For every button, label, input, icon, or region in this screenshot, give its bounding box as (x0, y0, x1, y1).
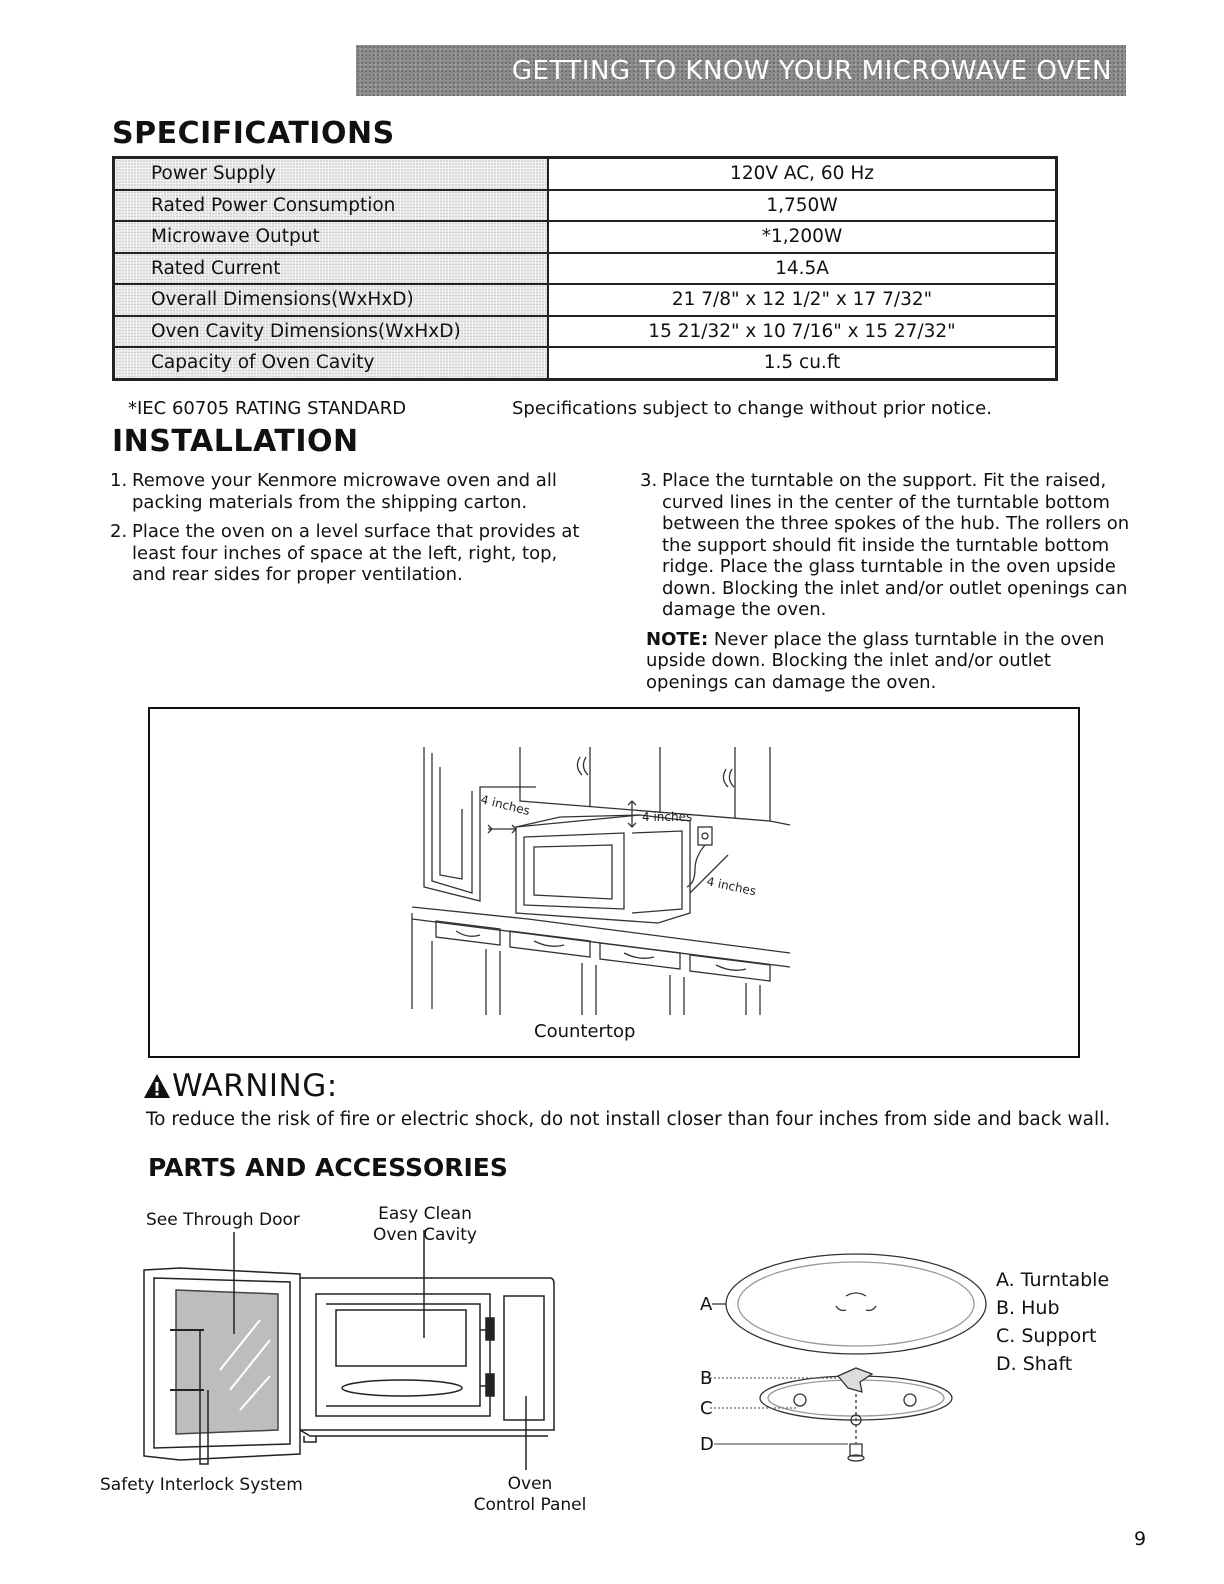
kitchen-clearance-illustration (150, 709, 1078, 1056)
control-panel-line2: Control Panel (473, 1495, 587, 1515)
installation-note (640, 629, 1130, 694)
list-item (110, 521, 590, 586)
parts-legend (996, 1266, 1109, 1378)
control-panel-line1: Oven (507, 1474, 553, 1494)
control-panel-label (460, 1474, 600, 1516)
table-row (114, 284, 1057, 316)
spec-label: Power Supply (114, 158, 549, 190)
safety-interlock-label: Safety Interlock System (100, 1475, 303, 1495)
legend-item: B. Hub (996, 1297, 1060, 1319)
spec-label: Rated Current (114, 253, 549, 285)
warning-heading (142, 1068, 338, 1104)
turntable-assembly-illustration (696, 1248, 996, 1478)
installation-left-column (110, 470, 590, 594)
spec-value: 21 7/8" x 12 1/2" x 17 7/32" (548, 284, 1057, 316)
spec-label: Microwave Output (114, 221, 549, 253)
top-clearance-label: 4 inches (642, 810, 693, 824)
specifications-table (112, 156, 1058, 381)
table-row (114, 253, 1057, 285)
spec-value: 15 21/32" x 10 7/16" x 15 27/32" (548, 316, 1057, 348)
step-number: 2. (110, 521, 128, 542)
see-through-door-label: See Through Door (146, 1210, 300, 1230)
step-number: 3. (640, 470, 658, 491)
spec-value: *1,200W (548, 221, 1057, 253)
step-text: Remove your Kenmore microwave oven and all packing materials from the shipping carton. (132, 470, 557, 513)
list-item (640, 470, 1130, 621)
legend-item: A. Turntable (996, 1269, 1110, 1291)
spec-value: 1.5 cu.ft (548, 347, 1057, 379)
rear-clearance-label: 4 inches (705, 874, 758, 899)
rating-footnote: *IEC 60705 RATING STANDARD (128, 398, 407, 419)
table-row (114, 347, 1057, 379)
warning-triangle-icon (142, 1072, 172, 1100)
letter-d: D (700, 1434, 714, 1455)
letter-b: B (700, 1368, 713, 1389)
spec-label: Rated Power Consumption (114, 190, 549, 222)
legend-item: C. Support (996, 1325, 1097, 1347)
microwave-open-door-illustration (140, 1230, 570, 1470)
spec-label: Overall Dimensions(WxHxD) (114, 284, 549, 316)
parts-heading: PARTS AND ACCESSORIES (148, 1153, 508, 1182)
spec-value: 1,750W (548, 190, 1057, 222)
legend-item: D. Shaft (996, 1353, 1073, 1375)
step-text: Place the turntable on the support. Fit the raised, curved lines in the center of the turntable bottom between the three spokes of the hub. The rollers on the support should fit inside the turntable bottom ridge. Place the glass turntable in the oven upside down. Blocking the inlet and/or outlet openings can damage the oven. (662, 470, 1130, 620)
step-number: 1. (110, 470, 128, 491)
table-row (114, 221, 1057, 253)
change-notice: Specifications subject to change without prior notice. (512, 398, 992, 419)
left-clearance-label: 4 inches (479, 792, 532, 819)
warning-title: WARNING: (172, 1068, 338, 1104)
note-text: Never place the glass turntable in the oven upside down. Blocking the inlet and/or outlet openings can damage the oven. (646, 628, 1105, 693)
spec-value: 120V AC, 60 Hz (548, 158, 1057, 190)
step-text: Place the oven on a level surface that provides at least four inches of space at the left, right, top, and rear sides for proper ventilation. (132, 521, 580, 585)
section-header-title: GETTING TO KNOW YOUR MICROWAVE OVEN (511, 55, 1112, 86)
spec-label: Capacity of Oven Cavity (114, 347, 549, 379)
spec-label: Oven Cavity Dimensions(WxHxD) (114, 316, 549, 348)
installation-heading: INSTALLATION (112, 424, 359, 459)
list-item (110, 470, 590, 513)
spec-value: 14.5A (548, 253, 1057, 285)
table-row (114, 190, 1057, 222)
warning-text: To reduce the risk of fire or electric shock, do not install closer than four inches from side and back wall. (146, 1109, 1111, 1130)
easy-clean-line2: Oven Cavity (373, 1225, 477, 1245)
installation-right-column (640, 470, 1130, 693)
letter-c: C (700, 1398, 713, 1419)
table-row (114, 316, 1057, 348)
countertop-caption: Countertop (534, 1021, 636, 1042)
easy-clean-line1: Easy Clean (378, 1204, 472, 1224)
specifications-heading: SPECIFICATIONS (112, 116, 395, 151)
page-number: 9 (1134, 1528, 1147, 1550)
table-row (114, 158, 1057, 190)
note-label: NOTE: (646, 628, 709, 650)
installation-figure (148, 707, 1080, 1058)
letter-a: A (700, 1294, 713, 1315)
section-header-bar (356, 45, 1126, 96)
